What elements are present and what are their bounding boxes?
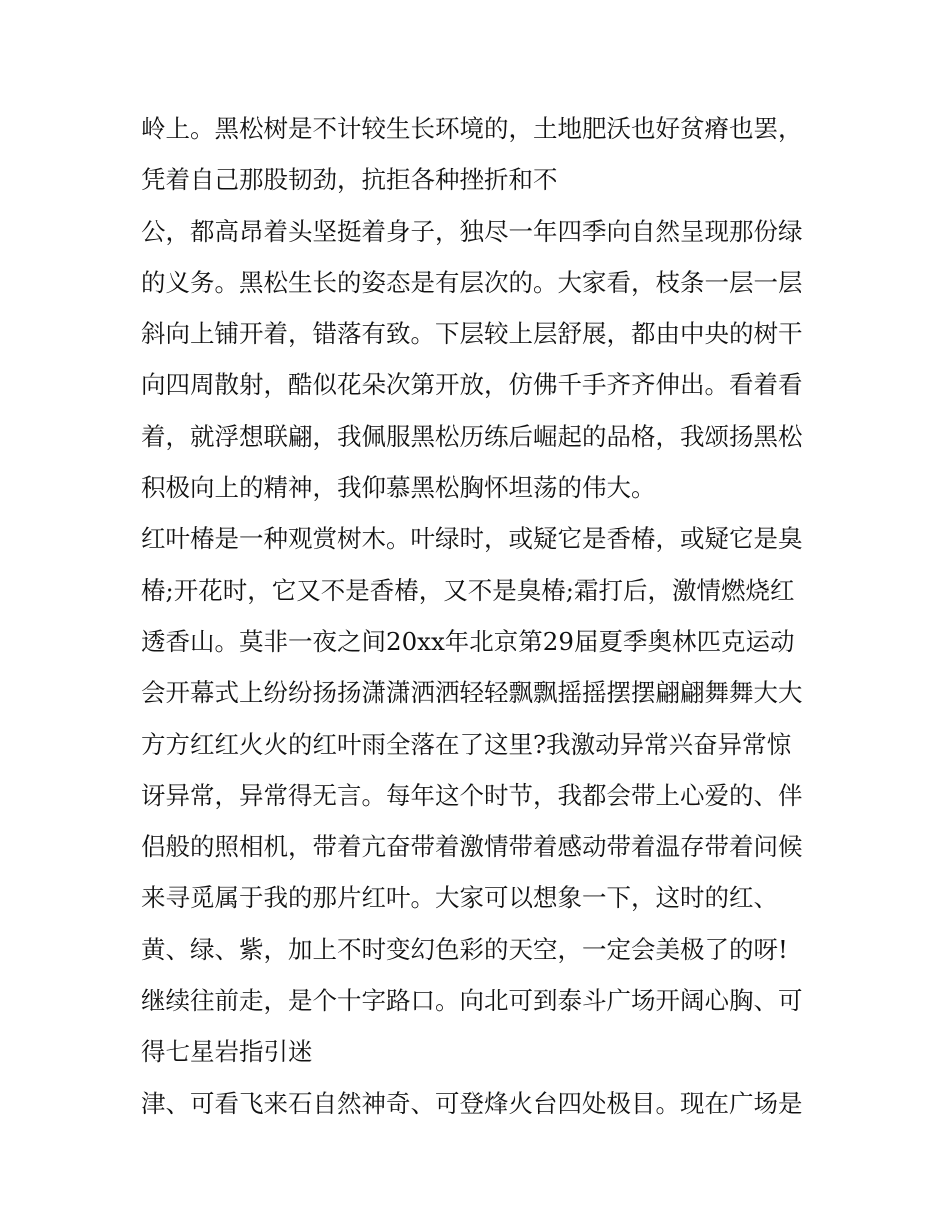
text-line: 斜向上铺开着，错落有致。下层较上层舒展，都由中央的树干 <box>141 319 803 349</box>
text-line: 会开幕式上纷纷扬扬潇潇洒洒轻轻飘飘摇摇摆摆翩翩舞舞大大 <box>141 678 803 708</box>
text-line: 津、可看飞来石自然神奇、可登烽火台四处极目。现在广场是 <box>141 1088 803 1118</box>
text-line: 凭着自己那股韧劲，抗拒各种挫折和不 <box>141 165 558 195</box>
text-line: 透香山。莫非一夜之间20xx年北京第29届夏季奥林匹克运动 <box>141 626 795 656</box>
text-line: 侣般的照相机，带着亢奋带着激情带着感动带着温存带着问候 <box>141 832 803 862</box>
text-line: 方方红红火火的红叶雨全落在了这里?我激动异常兴奋异常惊 <box>141 729 792 759</box>
text-line: 着，就浮想联翩，我佩服黑松历练后崛起的品格，我颂扬黑松 <box>141 421 803 451</box>
text-line: 向四周散射，酷似花朵次第开放，仿佛千手齐齐伸出。看着看 <box>141 370 803 400</box>
text-line: 积极向上的精神，我仰慕黑松胸怀坦荡的伟大。 <box>141 473 656 503</box>
body-text <box>141 103 821 1129</box>
text-line: 来寻觅属于我的那片红叶。大家可以想象一下，这时的红、 <box>141 883 778 913</box>
text-line: 的义务。黑松生长的姿态是有层次的。大家看，枝条一层一层 <box>141 267 803 297</box>
text-line: 椿;开花时，它又不是香椿，又不是臭椿;霜打后，激情燃烧红 <box>141 575 795 605</box>
text-line: 讶异常，异常得无言。每年这个时节，我都会带上心爱的、伴 <box>141 780 803 810</box>
text-line: 红叶椿是一种观赏树木。叶绿时，或疑它是香椿，或疑它是臭 <box>141 524 803 554</box>
text-line: 公，都高昂着头坚挺着身子，独尽一年四季向自然呈现那份绿 <box>141 216 803 246</box>
text-line: 岭上。黑松树是不计较生长环境的，土地肥沃也好贫瘠也罢， <box>141 114 803 143</box>
text-line: 黄、绿、紫，加上不时变幻色彩的天空，一定会美极了的呀! <box>141 934 788 964</box>
text-line: 得七星岩指引迷 <box>141 1037 313 1067</box>
text-line: 继续往前走，是个十字路口。向北可到泰斗广场开阔心胸、可 <box>141 986 803 1016</box>
